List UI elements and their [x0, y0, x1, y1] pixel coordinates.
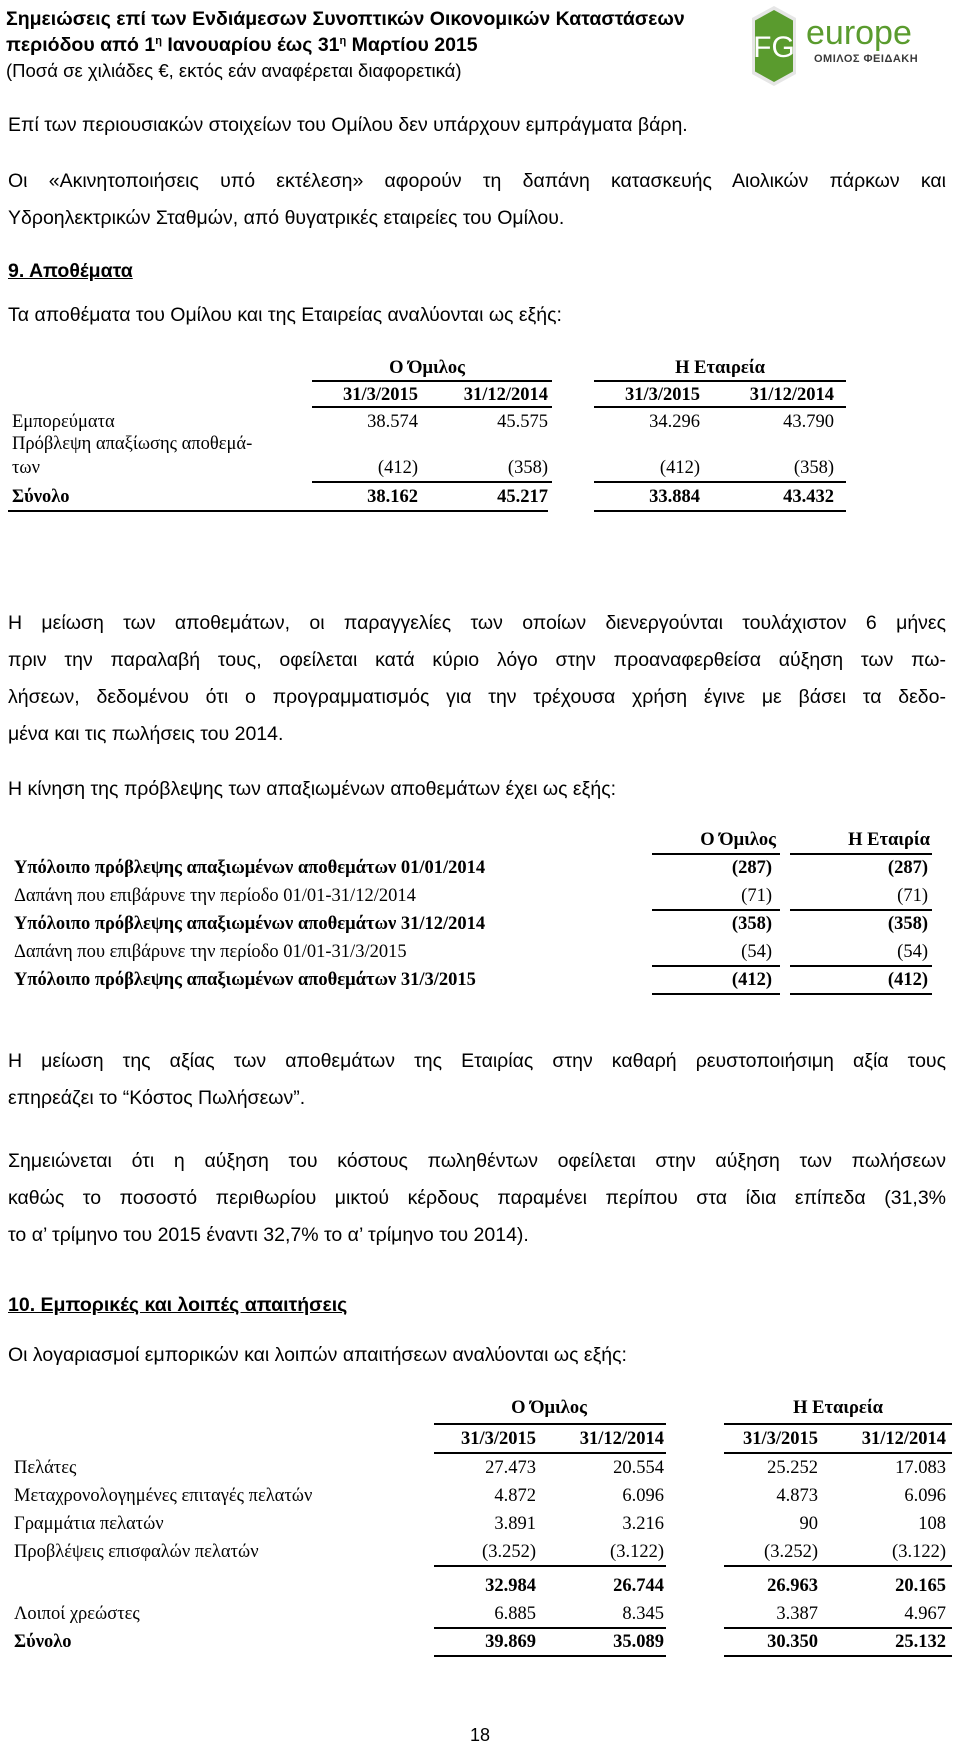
table-cell: 8.345: [622, 1604, 664, 1624]
table-cell-subtotal: 20.165: [895, 1576, 946, 1596]
column-header: Ο Όμιλος: [700, 830, 776, 850]
paragraph-decrease-line-3: λήσεων, δεδομένου ότι ο προγραμματισμός για την τρέχουσα χρήση έγινε με βάσει τα δεδο-: [8, 686, 946, 708]
paragraph-assets-line-1: Οι «Ακινητοποιήσεις υπό εκτέλεση» αφορούν τη δαπάνη κατασκευής Αιολικών πάρκων και: [8, 170, 946, 192]
paragraph-decrease-line-4: μένα και τις πωλήσεις του 2014.: [8, 723, 284, 745]
table-cell: 38.162: [367, 487, 418, 507]
table-cell: 6.096: [904, 1486, 946, 1506]
table-divider: [724, 1627, 952, 1629]
table-cell: 30.350: [767, 1632, 818, 1652]
logo-mark: FG: [753, 31, 795, 64]
table-divider: [312, 380, 552, 382]
table-cell: (358): [507, 458, 548, 478]
table-cell: 25.252: [767, 1458, 818, 1478]
paragraph-nrv-line-2: επηρεάζει το “Κόστος Πωλήσεων”.: [8, 1087, 306, 1109]
column-header: 31/12/2014: [861, 1429, 946, 1449]
table-cell: (358): [793, 458, 834, 478]
paragraph-decrease-line-2: πριν την παραλαβή τους, οφείλεται κατά κύριο λόγο στην προαναφερθείσα αύξηση των πω-: [8, 649, 946, 671]
table-cell: (54): [897, 942, 928, 962]
section-title-receivables: 10. Εμπορικές και λοιπές απαιτήσεις: [8, 1294, 348, 1316]
table-cell: (71): [897, 886, 928, 906]
table-cell: (287): [731, 858, 772, 878]
table-group-header-company: Η Εταιρεία: [675, 358, 765, 378]
row-label: Μεταχρονολογημένες επιταγές πελατών: [14, 1486, 313, 1506]
paragraph-encumbrances: Επί των περιουσιακών στοιχείων του Ομίλου δεν υπάρχουν εμπράγματα βάρη.: [8, 114, 688, 136]
table-divider: [724, 1423, 952, 1425]
table-cell: 3.216: [622, 1514, 664, 1534]
table-cell: 27.473: [485, 1458, 536, 1478]
table-divider: [594, 510, 846, 512]
header-units-note: (Ποσά σε χιλιάδες €, εκτός εάν αναφέρεται διαφορετικά): [6, 60, 462, 81]
header-sup: η: [155, 35, 162, 47]
table-divider: [434, 1423, 666, 1425]
table-divider: [652, 993, 780, 995]
header-period-part: Ιανουαρίου έως 31: [161, 34, 340, 56]
table-cell: 20.554: [613, 1458, 664, 1478]
table-cell: (3.122): [892, 1542, 946, 1562]
paragraph-cost-line-1: Σημειώνεται ότι η αύξηση του κόστους πωληθέντων οφείλεται στην αύξηση των πωλήσεων: [8, 1150, 946, 1172]
page-number: 18: [469, 1725, 491, 1745]
column-header: 31/12/2014: [749, 385, 834, 405]
table-divider: [8, 510, 548, 512]
paragraph-nrv-line-1: Η μείωση της αξίας των αποθεμάτων της Εταιρίας στην καθαρή ρευστοποιήσιμη αξία τους: [8, 1050, 946, 1072]
table-cell: (3.252): [764, 1542, 818, 1562]
row-label: Υπόλοιπο πρόβλεψης απαξιωμένων αποθεμάτων 01/01/2014: [14, 858, 486, 878]
section-intro-receivables: Οι λογαριασμοί εμπορικών και λοιπών απαιτήσεων αναλύονται ως εξής:: [8, 1344, 627, 1366]
table-cell: (358): [731, 914, 772, 934]
table-divider: [594, 481, 846, 483]
logo-subtitle: ΟΜΙΛΟΣ ΦΕΙΔΑΚΗ: [814, 53, 919, 65]
table-divider: [790, 853, 932, 855]
row-label: Υπόλοιπο πρόβλεψης απαξιωμένων αποθεμάτων 31/3/2015: [14, 970, 476, 990]
table-cell: 17.083: [895, 1458, 946, 1478]
row-label: Δαπάνη που επιβάρυνε την περίοδο 01/01-31/12/2014: [14, 886, 416, 906]
row-label: Πρόβλεψη απαξίωσης αποθεμά-: [12, 434, 253, 454]
table-cell: (3.122): [610, 1542, 664, 1562]
header-period-part: περιόδου από 1: [6, 34, 156, 56]
column-header: 31/3/2015: [342, 385, 418, 405]
table-divider: [312, 481, 552, 483]
table-divider: [790, 965, 932, 967]
table-cell: 25.132: [895, 1632, 946, 1652]
table-divider: [434, 1655, 666, 1657]
row-label-total: Σύνολο: [14, 1632, 72, 1652]
table-cell: (3.252): [482, 1542, 536, 1562]
row-label: Λοιποί χρεώστες: [14, 1604, 140, 1624]
paragraph-cost-line-2: καθώς το ποσοστό περιθωρίου μικτού κέρδους παραμένει περίπου στα ίδια επίπεδα (31,3%: [8, 1187, 946, 1209]
table-divider: [594, 380, 846, 382]
table-cell-subtotal: 26.744: [613, 1576, 664, 1596]
table-group-header-group: Ο Όμιλος: [511, 1398, 587, 1418]
row-label: των: [12, 458, 40, 478]
row-label: Εμπορεύματα: [12, 412, 115, 432]
row-label: Υπόλοιπο πρόβλεψης απαξιωμένων αποθεμάτων 31/12/2014: [14, 914, 486, 934]
paragraph-cost-line-3: το α’ τρίμηνο του 2015 έναντι 32,7% το α’ τρίμηνο του 2014).: [8, 1224, 529, 1246]
table-cell: 6.885: [494, 1604, 536, 1624]
table-cell: 3.891: [494, 1514, 536, 1534]
table-divider: [724, 1565, 952, 1567]
table-cell: 43.790: [783, 412, 834, 432]
column-header: Η Εταιρία: [848, 830, 930, 850]
table-cell: (358): [887, 914, 928, 934]
table-divider: [312, 406, 552, 408]
table-cell: 4.967: [904, 1604, 946, 1624]
paragraph-provision-movement: Η κίνηση της πρόβλεψης των απαξιωμένων αποθεμάτων έχει ως εξής:: [8, 778, 617, 800]
table-divider: [724, 1655, 952, 1657]
table-cell: 38.574: [367, 412, 418, 432]
table-divider: [652, 909, 780, 911]
section-title-inventories: 9. Αποθέματα: [8, 260, 133, 282]
page-header: [6, 6, 685, 84]
table-group-header-group: Ο Όμιλος: [389, 358, 465, 378]
table-cell: 3.387: [776, 1604, 818, 1624]
row-label: Γραμμάτια πελατών: [14, 1514, 164, 1534]
table-cell: 6.096: [622, 1486, 664, 1506]
paragraph-decrease-line-1: Η μείωση των αποθεμάτων, οι παραγγελίες των οποίων διενεργούνται τουλάχιστον 6 μήνες: [8, 612, 946, 634]
table-cell: 4.872: [494, 1486, 536, 1506]
table-group-header-company: Η Εταιρεία: [793, 1398, 883, 1418]
table-divider: [434, 1627, 666, 1629]
provision-movement-table: [0, 826, 960, 1026]
section-intro-inventories: Τα αποθέματα του Ομίλου και της Εταιρείας αναλύονται ως εξής:: [8, 304, 562, 326]
logo-word: europe: [806, 14, 912, 52]
table-divider: [434, 1565, 666, 1567]
row-label: Προβλέψεις επισφαλών πελατών: [14, 1542, 259, 1562]
column-header: 31/3/2015: [742, 1429, 818, 1449]
table-cell: 108: [918, 1514, 946, 1534]
row-label: Πελάτες: [14, 1458, 77, 1478]
table-cell: 33.884: [649, 487, 700, 507]
column-header: 31/12/2014: [463, 385, 548, 405]
table-cell: 35.089: [613, 1632, 664, 1652]
table-cell: (287): [887, 858, 928, 878]
table-divider: [724, 1452, 952, 1454]
column-header: 31/12/2014: [579, 1429, 664, 1449]
fg-europe-logo-icon: [724, 2, 960, 94]
column-header: 31/3/2015: [624, 385, 700, 405]
table-cell-subtotal: 32.984: [485, 1576, 536, 1596]
table-cell: (412): [659, 458, 700, 478]
table-cell: 34.296: [649, 412, 700, 432]
table-cell: (71): [741, 886, 772, 906]
table-cell: 43.432: [783, 487, 834, 507]
receivables-table: [0, 1392, 960, 1682]
table-cell: 39.869: [485, 1632, 536, 1652]
table-cell: 45.575: [497, 412, 548, 432]
table-divider: [652, 853, 780, 855]
table-divider: [434, 1452, 666, 1454]
table-cell: 45.217: [497, 487, 548, 507]
header-period: [6, 32, 685, 58]
table-cell: (54): [741, 942, 772, 962]
table-divider: [790, 993, 932, 995]
table-cell: (412): [377, 458, 418, 478]
header-sup: η: [339, 35, 347, 47]
table-cell: 4.873: [776, 1486, 818, 1506]
table-divider: [652, 965, 780, 967]
table-cell: (412): [887, 970, 928, 990]
column-header: 31/3/2015: [460, 1429, 536, 1449]
paragraph-assets-line-2: Υδροηλεκτρικών Σταθμών, από θυγατρικές εταιρείες του Ομίλου.: [8, 207, 565, 229]
inventories-table: [0, 350, 960, 570]
header-period-part: Μαρτίου 2015: [346, 34, 478, 56]
table-divider: [790, 909, 932, 911]
header-title: Σημειώσεις επί των Ενδιάμεσων Συνοπτικών Οικονομικών Καταστάσεων: [6, 8, 685, 30]
company-logo: [724, 2, 960, 94]
row-label: Δαπάνη που επιβάρυνε την περίοδο 01/01-31/3/2015: [14, 942, 407, 962]
table-cell: (412): [731, 970, 772, 990]
table-divider: [594, 406, 846, 408]
table-cell-subtotal: 26.963: [767, 1576, 818, 1596]
row-label-total: Σύνολο: [12, 487, 70, 507]
table-cell: 90: [799, 1514, 818, 1534]
